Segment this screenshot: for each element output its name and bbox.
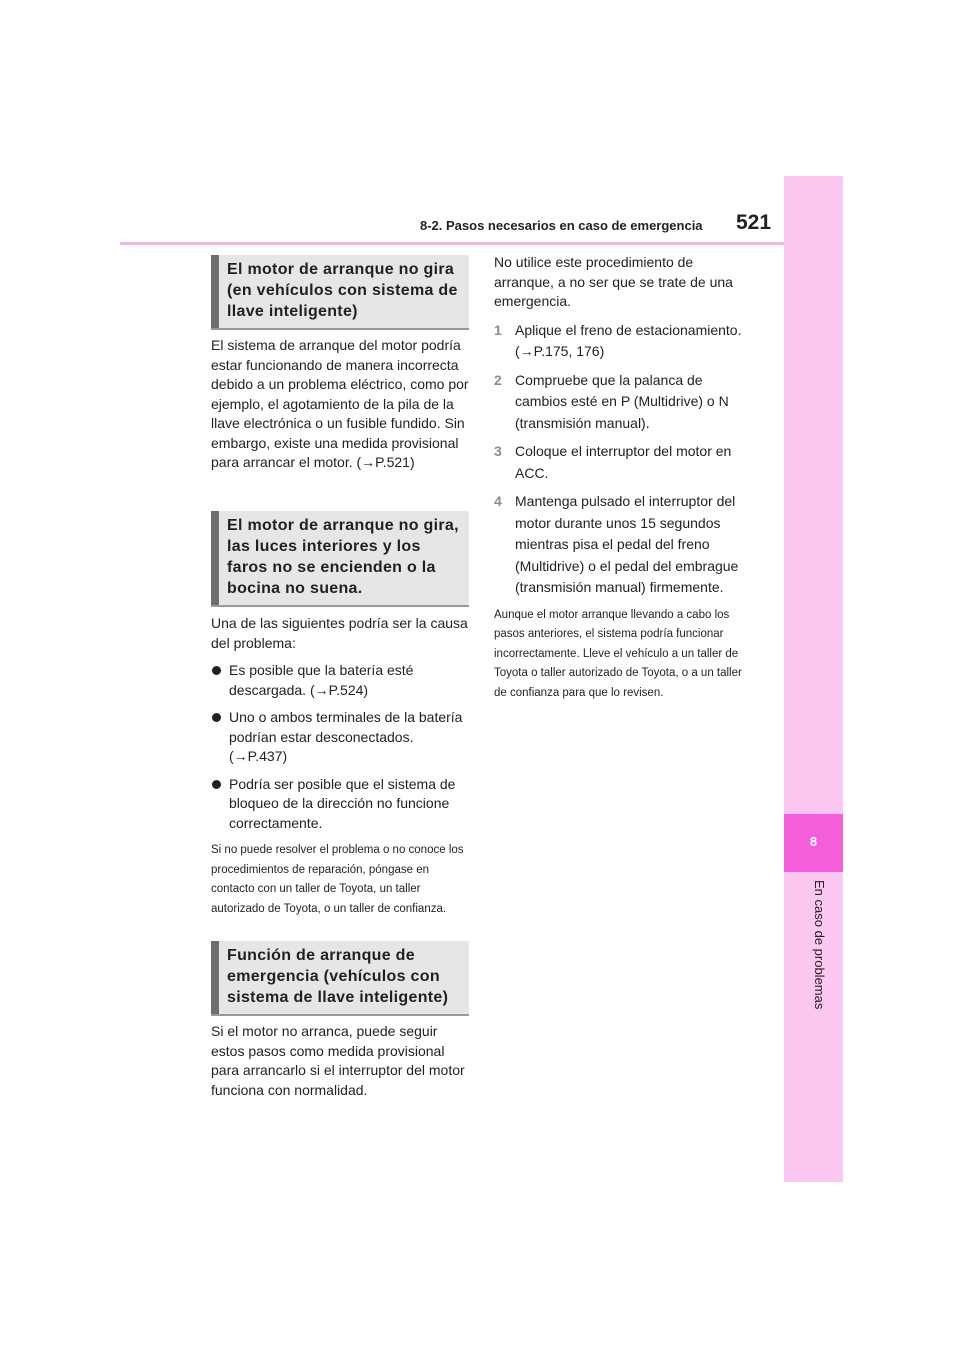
step-text: Aplique el freno de estacionamiento. (→P.175, 176)	[515, 321, 742, 359]
section-heading-1	[211, 255, 469, 330]
section-heading-2	[211, 511, 469, 607]
step-number: 2	[494, 371, 502, 388]
chapter-side-tab	[784, 176, 843, 1182]
step-item	[494, 441, 752, 484]
procedure-steps	[494, 320, 752, 599]
header-divider	[120, 242, 784, 245]
page-number: 521	[736, 211, 772, 234]
chapter-number: 8	[809, 834, 818, 849]
section-title: 8-2. Pasos necesarios en caso de emergencia	[420, 218, 703, 233]
list-item	[211, 661, 469, 700]
section-2-note: Si no puede resolver el problema o no conoce los procedimientos de reparación, póngase en contacto con un taller de Toyota, un taller autorizado de Toyota, o un taller de confianza.	[211, 844, 464, 915]
list-item-text: Podría ser posible que el sistema de bloqueo de la dirección no funcione correctamente.	[229, 775, 456, 831]
list-item	[211, 708, 469, 767]
section-heading-3	[211, 941, 469, 1016]
step-text: Mantenga pulsado el interruptor del motor durante unos 15 segundos mientras pisa el pedal del freno (Multidrive) o el pedal del embrague (transmisión manual) firmemente.	[515, 493, 739, 595]
list-item-text: Es posible que la batería esté descargada. (→P.524)	[229, 662, 414, 698]
step-item	[494, 370, 752, 435]
chapter-title: En caso de problemas	[812, 880, 827, 1010]
chapter-title-vertical	[812, 880, 828, 1020]
bullet-icon	[212, 780, 221, 789]
list-item	[211, 775, 469, 834]
section-3-body	[211, 1022, 469, 1100]
section-3-paragraph: Si el motor no arranca, puede seguir estos pasos como medida provisional para arrancarlo si el interruptor del motor funciona con normalidad.	[211, 1023, 465, 1098]
step-text: Compruebe que la palanca de cambios esté en P (Multidrive) o N (transmisión manual).	[515, 371, 729, 431]
procedure-note: Aunque el motor arranque llevando a cabo los pasos anteriores, el sistema podría funcionar incorrectamente. Lleve el vehículo a un taller de Toyota o taller autorizado de Toyota, o a un taller de confianza para que lo revisen.	[494, 608, 742, 699]
bullet-icon	[212, 666, 221, 675]
heading-text: Función de arranque de emergencia (vehículos con sistema de llave inteligente)	[227, 947, 449, 1006]
cause-list	[211, 661, 469, 833]
list-item-text: Uno o ambos terminales de la batería podrían estar desconectados. (→P.437)	[229, 709, 463, 764]
step-item	[494, 491, 752, 599]
bullet-icon	[212, 713, 221, 722]
heading-text: El motor de arranque no gira, las luces interiores y los faros no se encienden o la bocina no suena.	[227, 517, 459, 597]
step-number: 1	[494, 321, 502, 338]
step-number: 3	[494, 443, 502, 459]
step-item	[494, 320, 752, 363]
section-1-paragraph: El sistema de arranque del motor podría estar funcionando de manera incorrecta debido a un problema eléctrico, como por ejemplo, el agotamiento de la pila de la llave electrónica o un fusible fundido. Sin embargo, existe una medida provisional para arrancar el motor. (→P.521)	[211, 337, 469, 470]
section-2-intro: Una de las siguientes podría ser la causa del problema:	[211, 615, 468, 651]
section-1-body	[211, 336, 469, 473]
heading-text: El motor de arranque no gira (en vehículos con sistema de llave inteligente)	[227, 261, 458, 320]
section-2-body	[211, 614, 469, 919]
procedure-warning: No utilice este procedimiento de arranque, a no ser que se trate de una emergencia.	[494, 254, 733, 309]
step-text: Coloque el interruptor del motor en ACC.	[515, 443, 732, 481]
step-number: 4	[494, 493, 502, 509]
procedure-column	[494, 253, 752, 703]
